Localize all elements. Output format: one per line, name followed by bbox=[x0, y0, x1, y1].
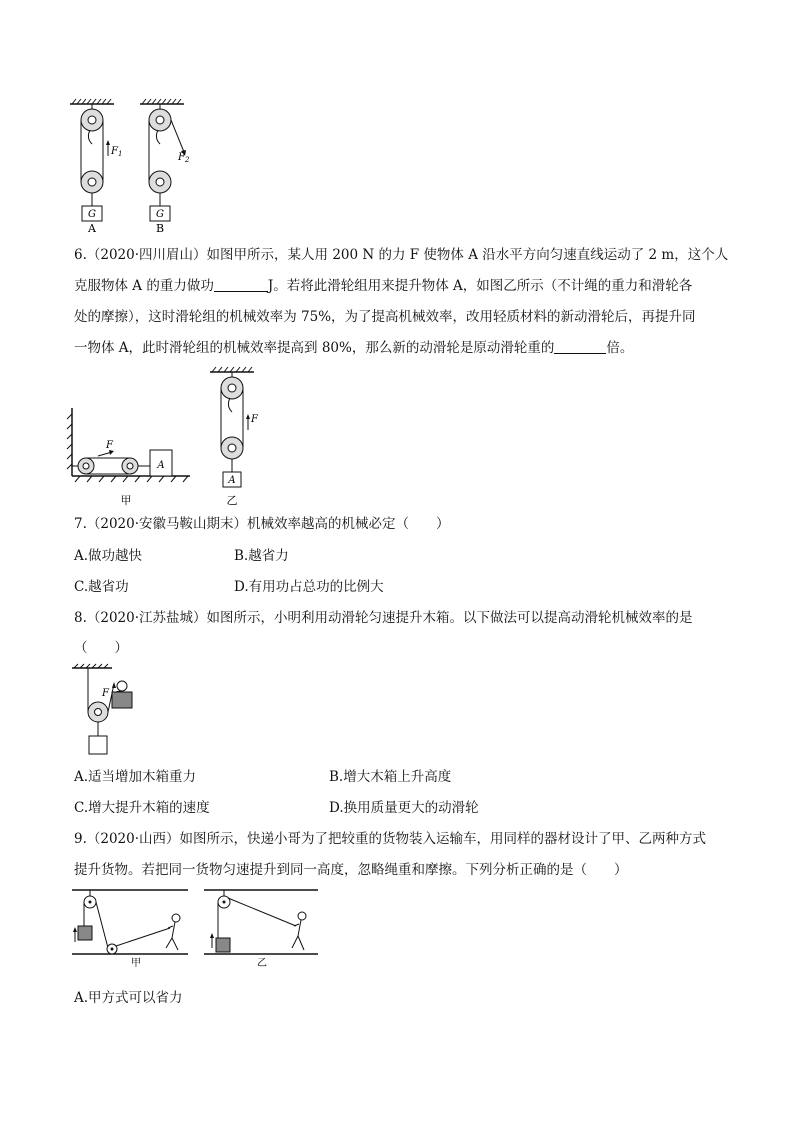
force-label-f1: $F_1$ bbox=[111, 146, 123, 158]
q6-yi-block-label: A bbox=[228, 475, 236, 486]
q8-paren: （ ） bbox=[74, 640, 128, 656]
figure-a bbox=[70, 99, 122, 235]
q8-option-a[interactable]: A.适当增加木箱重力 bbox=[74, 769, 197, 785]
q6-yi-caption: 乙 bbox=[226, 494, 238, 507]
q6-line-4: 一物体 A，此时滑轮组的机械效率提高到 80%，那么新的动滑轮是原动滑轮重的 倍。 bbox=[74, 340, 634, 356]
q9-figure-yi bbox=[202, 886, 322, 968]
q9-yi-caption: 乙 bbox=[257, 958, 267, 969]
q8-force-label: F bbox=[102, 688, 109, 699]
q9-line-2: 提升货物。若把同一货物匀速提升到同一高度，忽略绳重和摩擦。下列分析正确的是（ ） bbox=[74, 862, 628, 878]
q7-option-b[interactable]: B.越省力 bbox=[234, 548, 289, 564]
weight-label-b: G bbox=[156, 209, 164, 220]
q6-jia-caption: 甲 bbox=[120, 494, 132, 507]
figure-b bbox=[140, 99, 190, 235]
pulley-figures-ab bbox=[66, 96, 190, 236]
q6-jia-block-label: A bbox=[157, 460, 165, 471]
q9-line-1: 9.（2020·山西）如图所示，快递小哥为了把较重的货物装入运输车，用同样的器材设计了甲、乙两种方式 bbox=[74, 831, 707, 847]
q6-yi-force-label: F bbox=[251, 414, 258, 425]
q6-line-2: 克服物体 A 的重力做功 J。若将此滑轮组用来提升物体 A，如图乙所示（不计绳的重力和滑轮各 bbox=[74, 278, 693, 294]
q9-jia-caption: 甲 bbox=[131, 958, 141, 969]
q6-line-1: 6.（2020·四川眉山）如图甲所示，某人用 200 N 的力 F 使物体 A 沿水平方向匀速直线运动了 2 m，这个人 bbox=[74, 247, 729, 263]
force-label-f2: $F_2$ bbox=[178, 152, 190, 164]
q6-figure-yi bbox=[206, 366, 266, 508]
q7-option-d[interactable]: D.有用功占总功的比例大 bbox=[234, 579, 384, 595]
q8-option-c[interactable]: C.增大提升木箱的速度 bbox=[74, 800, 210, 816]
q8-stem: 8.（2020·江苏盐城）如图所示，小明利用动滑轮匀速提升木箱。以下做法可以提高动滑轮机械效率的是 bbox=[74, 610, 693, 626]
q8-figure bbox=[72, 664, 142, 760]
q6-blank-2[interactable] bbox=[554, 339, 606, 354]
weight-label-a: G bbox=[88, 209, 96, 220]
q8-option-d[interactable]: D.换用质量更大的动滑轮 bbox=[329, 800, 479, 816]
q8-option-b[interactable]: B.增大木箱上升高度 bbox=[329, 769, 452, 785]
q9-option-a[interactable]: A.甲方式可以省力 bbox=[74, 990, 183, 1006]
caption-a: A bbox=[88, 222, 96, 235]
q6-figure-jia bbox=[66, 408, 196, 508]
q7-stem: 7.（2020·安徽马鞍山期末）机械效率越高的机械必定（ ） bbox=[74, 516, 450, 532]
q6-line-3: 处的摩擦），这时滑轮组的机械效率为 75%，为了提高机械效率，改用轻质材料的新动滑轮后，再提升同 bbox=[74, 309, 696, 325]
q6-blank-1[interactable] bbox=[214, 277, 268, 292]
q6-jia-force-label: F bbox=[106, 440, 113, 451]
q7-option-c[interactable]: C.越省功 bbox=[74, 579, 129, 595]
q9-figure-jia bbox=[72, 886, 192, 968]
q7-option-a[interactable]: A.做功越快 bbox=[74, 548, 143, 564]
caption-b: B bbox=[155, 222, 165, 235]
